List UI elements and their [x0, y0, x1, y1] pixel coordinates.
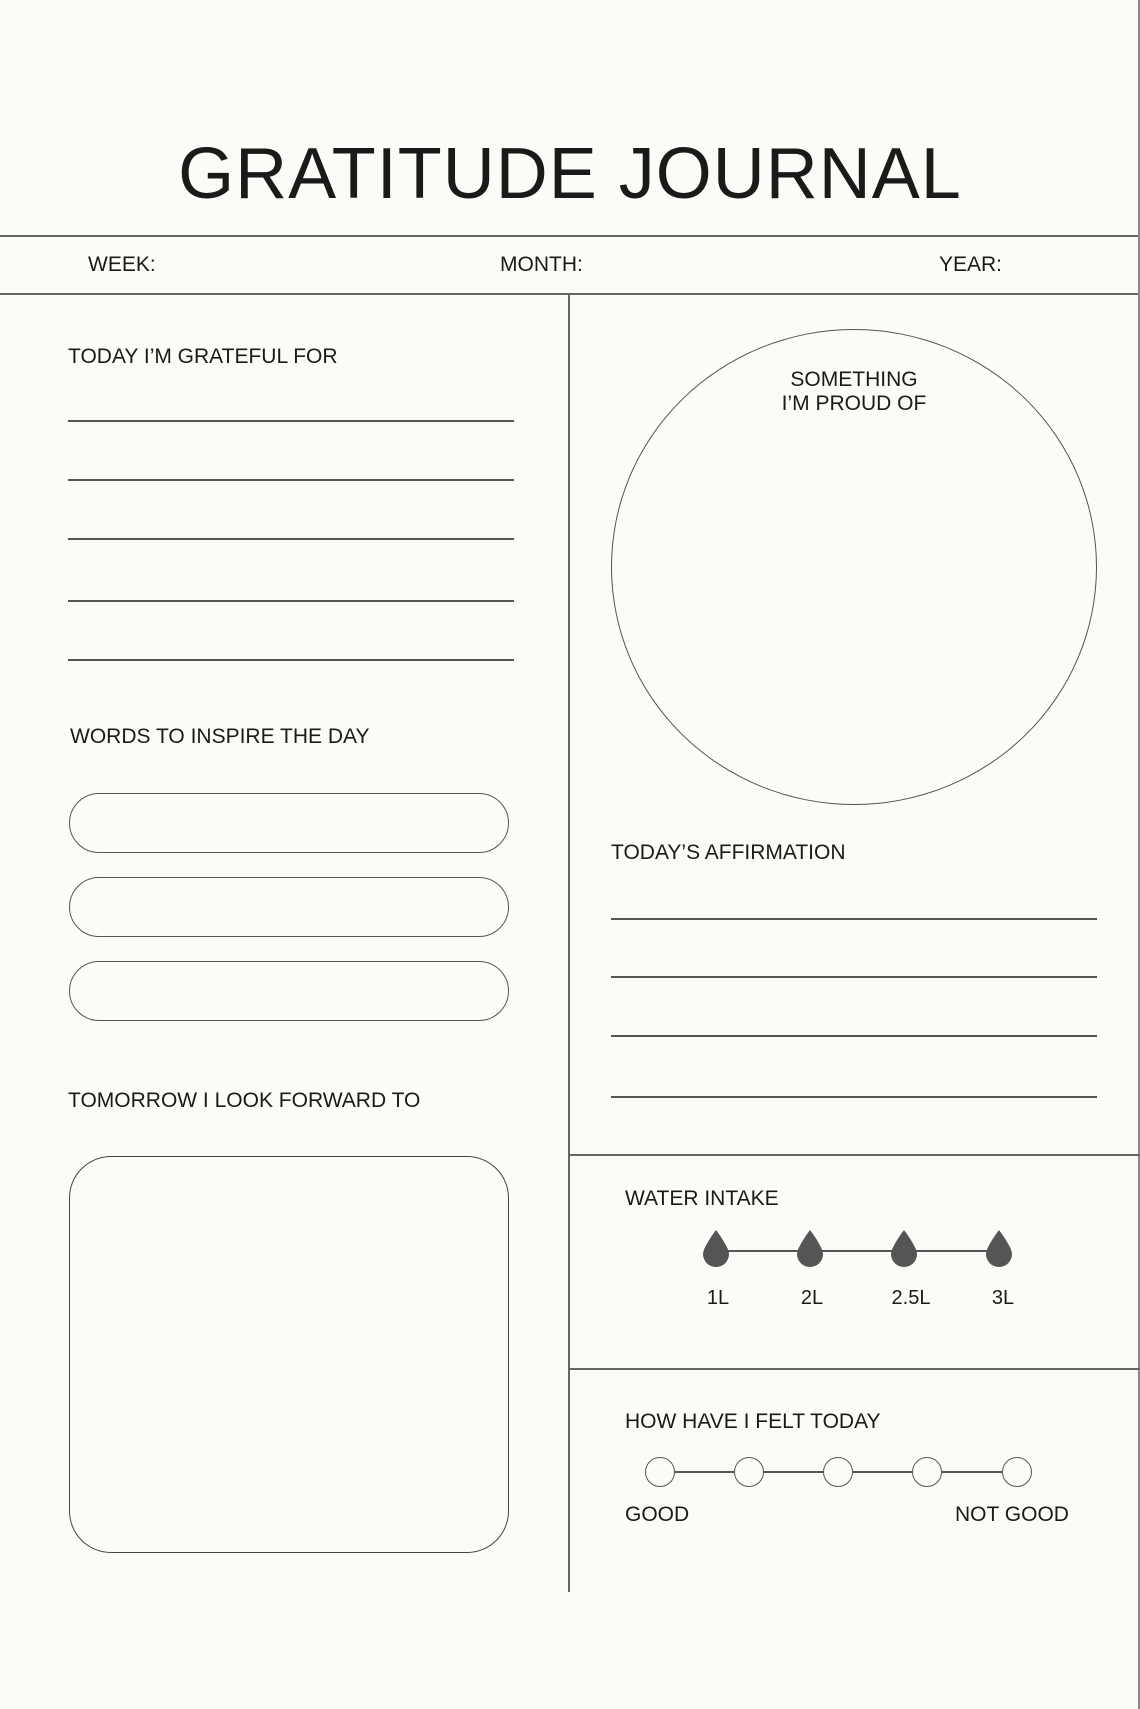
year-label: YEAR: [939, 253, 1003, 276]
grateful-line[interactable] [68, 538, 514, 540]
water-drop-icon[interactable] [985, 1229, 1013, 1267]
mood-option[interactable] [1002, 1457, 1032, 1487]
grateful-heading: TODAY I’M GRATEFUL FOR [68, 345, 338, 368]
grateful-line[interactable] [68, 600, 514, 602]
inspire-field[interactable] [69, 877, 509, 937]
water-level-label: 2.5L [891, 1287, 931, 1309]
page-title: GRATITUDE JOURNAL [178, 134, 962, 214]
water-level-label: 3L [991, 1287, 1015, 1309]
water-drop-icon[interactable] [702, 1229, 730, 1267]
mood-good-label: GOOD [625, 1503, 690, 1526]
inspire-heading: WORDS TO INSPIRE THE DAY [70, 725, 370, 748]
mood-section-divider [569, 1368, 1140, 1370]
water-track [716, 1250, 999, 1252]
column-divider [568, 294, 570, 1592]
proud-heading [754, 368, 954, 416]
mood-heading: HOW HAVE I FELT TODAY [625, 1410, 881, 1433]
mood-option[interactable] [823, 1457, 853, 1487]
tomorrow-box[interactable] [69, 1156, 509, 1553]
water-level-label: 1L [706, 1287, 730, 1309]
header-top-divider [0, 235, 1140, 237]
affirmation-heading: TODAY’S AFFIRMATION [611, 841, 846, 864]
affirmation-line[interactable] [611, 1096, 1097, 1098]
proud-heading-line2: I’M PROUD OF [781, 392, 927, 416]
month-label: MONTH: [500, 253, 583, 276]
inspire-field[interactable] [69, 793, 509, 853]
water-heading: WATER INTAKE [625, 1187, 779, 1210]
mood-option[interactable] [645, 1457, 675, 1487]
affirmation-line[interactable] [611, 918, 1097, 920]
grateful-line[interactable] [68, 479, 514, 481]
affirmation-line[interactable] [611, 1035, 1097, 1037]
mood-option[interactable] [912, 1457, 942, 1487]
tomorrow-heading: TOMORROW I LOOK FORWARD TO [68, 1089, 421, 1112]
mood-option[interactable] [734, 1457, 764, 1487]
week-label: WEEK: [88, 253, 156, 276]
inspire-field[interactable] [69, 961, 509, 1021]
water-level-label: 2L [800, 1287, 824, 1309]
grateful-line[interactable] [68, 420, 514, 422]
grateful-line[interactable] [68, 659, 514, 661]
water-section-divider [569, 1154, 1140, 1156]
mood-not-good-label: NOT GOOD [955, 1503, 1069, 1526]
header-bottom-divider [0, 293, 1140, 295]
proud-heading-line1: SOMETHING [790, 368, 918, 391]
water-drop-icon[interactable] [890, 1229, 918, 1267]
affirmation-line[interactable] [611, 976, 1097, 978]
water-drop-icon[interactable] [796, 1229, 824, 1267]
